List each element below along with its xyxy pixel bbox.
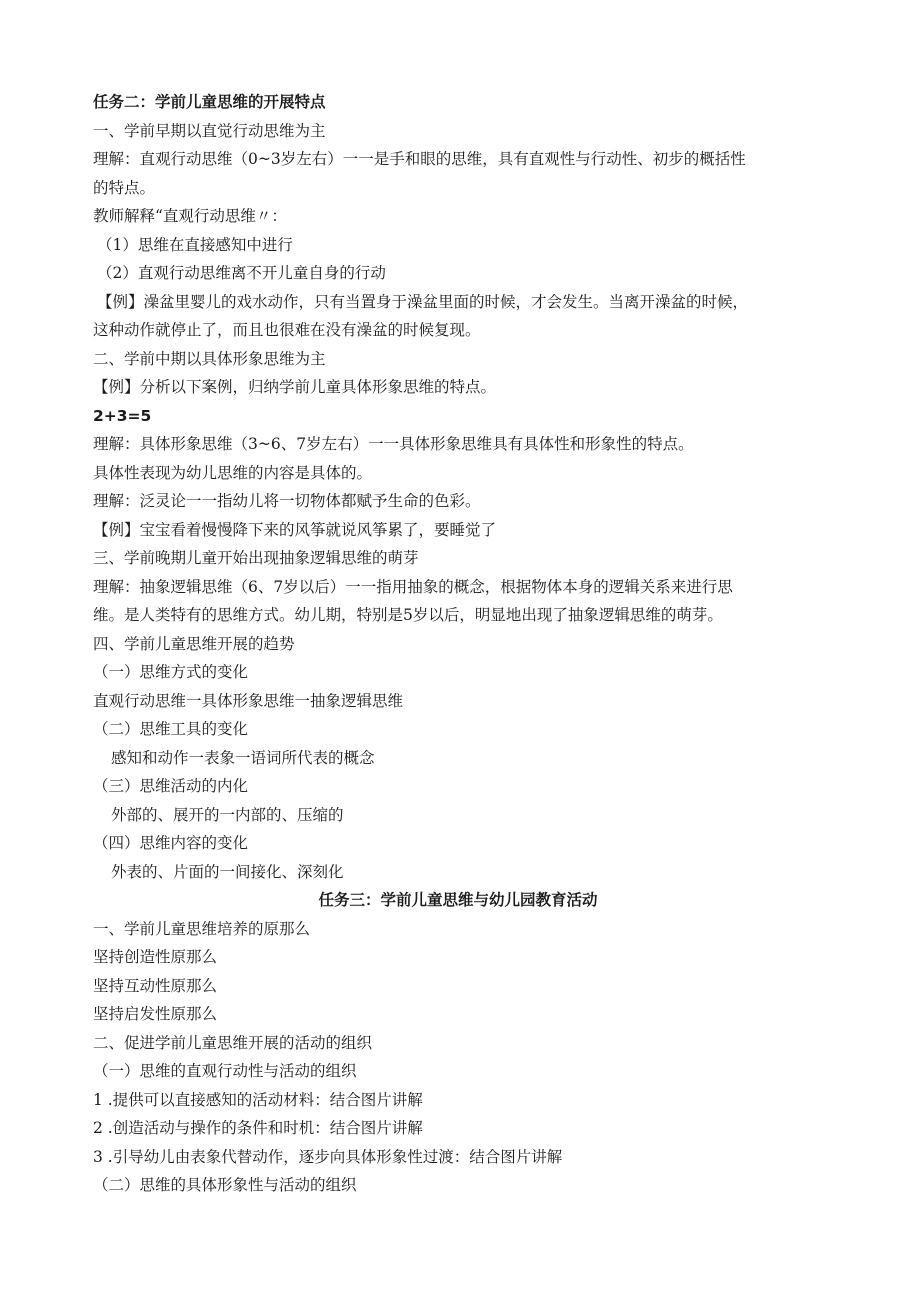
document-page — [93, 88, 823, 1200]
task3-item2: 2 .创造活动与操作的条件和时机：结合图片讲解 — [93, 1119, 423, 1137]
section4-sub4: （四）思维内容的变化 — [93, 834, 249, 852]
section1-definition-line2: 的特点。 — [93, 178, 156, 197]
section4-sub4-text: 外表的、片面的一间接化、深刻化 — [111, 862, 344, 881]
section1-example-line2: 这种动作就停止了，而且也很难在没有澡盆的时候复现。 — [93, 321, 481, 339]
section3-definition-line2: 维。是人类特有的思维方式。幼儿期，特别是5岁以后，明显地出现了抽象逻辑思维的萌芽。 — [93, 606, 723, 624]
section1-definition-line1: 理解：直观行动思维（0~3岁左右）一一是手和眼的思维，具有直观性与行动性、初步的概括性 — [93, 150, 746, 168]
section4-sub2: （二）思维工具的变化 — [93, 720, 249, 738]
section2-example: 【例】分析以下案例，归纳学前儿童具体形象思维的特点。 — [93, 378, 497, 396]
section2-example2: 【例】宝宝看着慢慢降下来的风筝就说风筝累了，要睡觉了 — [93, 520, 497, 539]
section4-sub3-text: 外部的、展开的一内部的、压缩的 — [111, 805, 344, 824]
task3-section2-heading: 二、促进学前儿童思维开展的活动的组织 — [93, 1033, 373, 1052]
section2-definition: 理解：具体形象思维（3~6、7岁左右）一一具体形象思维具有具体性和形象性的特点。 — [93, 435, 694, 453]
section4-sub2-text: 感知和动作一表象一语词所代表的概念 — [111, 748, 375, 767]
section3-definition-line1: 理解：抽象逻辑思维（6、7岁以后）一一指用抽象的概念，根据物体本身的逻辑关系来进行思 — [93, 577, 733, 596]
section1-teacher-explanation: 教师解释“直观行动思维〃： — [93, 207, 287, 225]
task3-section2-sub2: （二）思维的具体形象性与活动的组织 — [93, 1176, 357, 1194]
task3-section1-heading: 一、学前儿童思维培养的原那么 — [93, 919, 311, 938]
task3-principle2: 坚持互动性原那么 — [93, 976, 218, 995]
task3-section2-sub1: （一）思维的直观行动性与活动的组织 — [93, 1062, 357, 1080]
section2-heading: 二、学前中期以具体形象思维为主 — [93, 349, 326, 368]
section2-formula: 2+3=5 — [93, 406, 152, 425]
section4-sub1: （一）思维方式的变化 — [93, 663, 249, 681]
task3-title: 任务三：学前儿童思维与幼儿园教育活动 — [318, 891, 598, 909]
task2-title: 任务二：学前儿童思维的开展特点 — [93, 93, 326, 111]
task3-principle3: 坚持启发性原那么 — [93, 1005, 218, 1023]
task3-item1: 1 .提供可以直接感知的活动材料：结合图片讲解 — [93, 1090, 423, 1109]
section3-heading: 三、学前晚期儿童开始出现抽象逻辑思维的萌芽 — [93, 549, 419, 567]
section1-example-line1: 【例】澡盆里婴儿的戏水动作，只有当置身于澡盆里面的时候，才会发生。当离开澡盆的时候， — [97, 292, 749, 311]
section2-animism: 理解：泛灵论一一指幼儿将一切物体都赋予生命的色彩。 — [93, 492, 481, 510]
task3-principle1: 坚持创造性原那么 — [93, 948, 218, 966]
section4-sub3: （三）思维活动的内化 — [93, 777, 249, 795]
section1-point1: （1）思维在直接感知中进行 — [97, 235, 293, 254]
section1-heading: 一、学前早期以直觉行动思维为主 — [93, 121, 326, 140]
section4-sub1-text: 直观行动思维一具体形象思维一抽象逻辑思维 — [93, 691, 404, 710]
section1-point2: （2）直观行动思维离不开儿童自身的行动 — [97, 264, 386, 282]
section2-concreteness: 具体性表现为幼儿思维的内容是具体的。 — [93, 463, 373, 482]
task3-item3: 3 .引导幼儿由表象代替动作，逐步向具体形象性过渡：结合图片讲解 — [93, 1147, 563, 1166]
section4-heading: 四、学前儿童思维开展的趋势 — [93, 634, 295, 653]
